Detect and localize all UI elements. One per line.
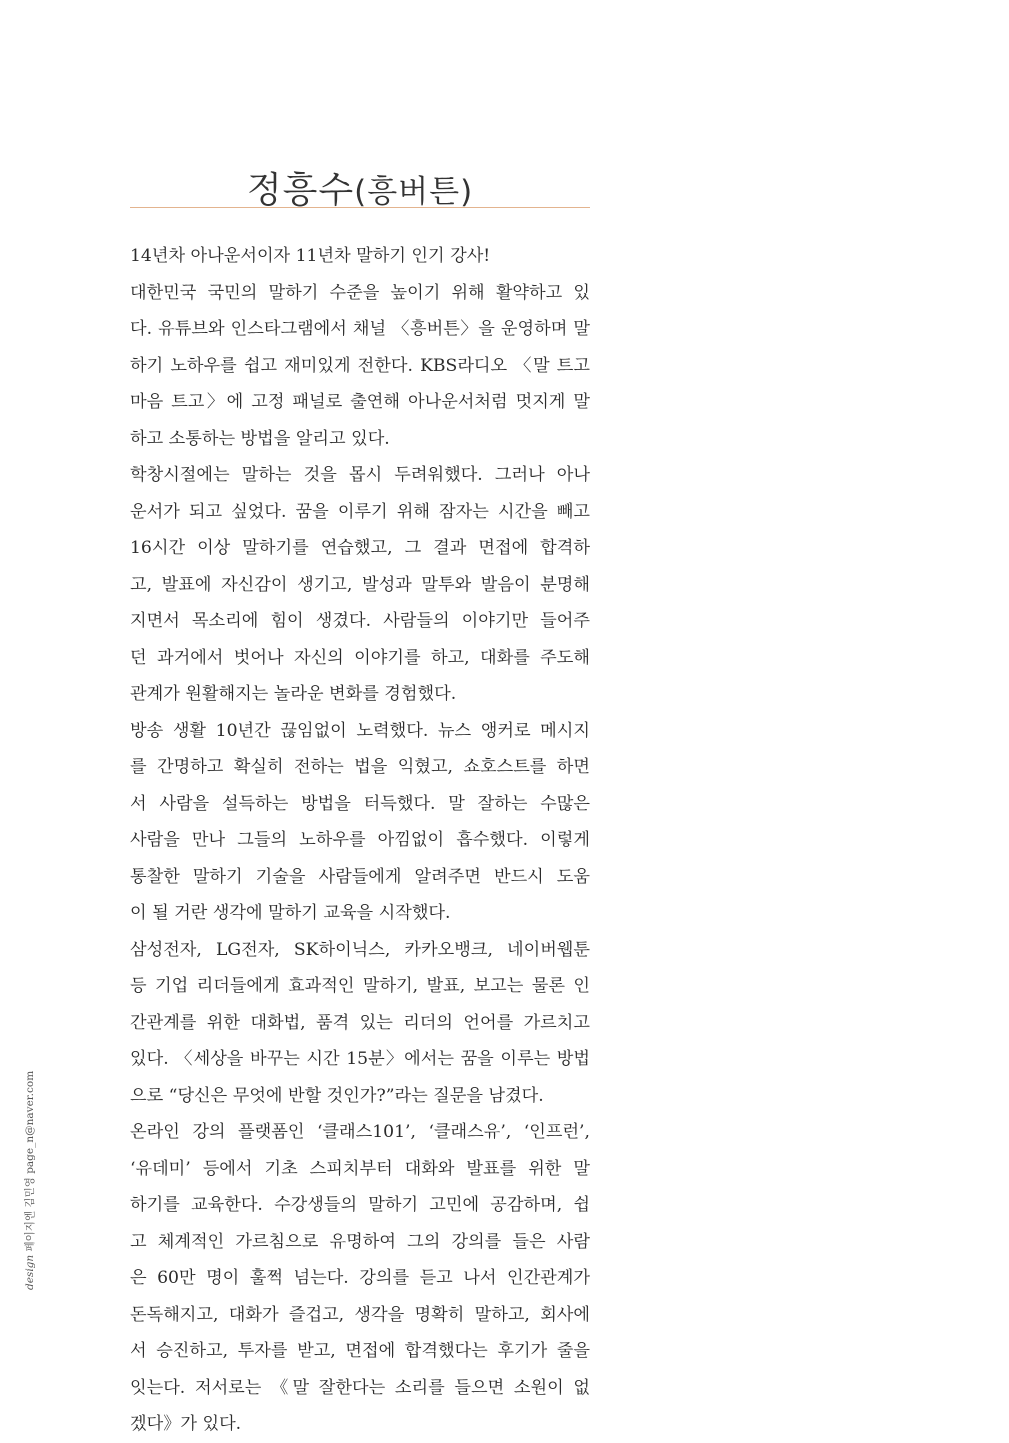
bio-line: 겠다》가 있다. <box>130 1414 242 1434</box>
title-divider <box>130 207 590 208</box>
bio-line: 마음 트고〉에 고정 패널로 출연해 아나운서처럼 멋지게 말 <box>130 392 590 412</box>
bio-line: 돈독해지고, 대화가 즐겁고, 생각을 명확히 말하고, 회사에 <box>130 1304 590 1325</box>
bio-line: 를 간명하고 확실히 전하는 법을 익혔고, 쇼호스트를 하면 <box>130 757 590 777</box>
bio-line: 방송 생활 10년간 끊임없이 노력했다. 뉴스 앵커로 메시지 <box>130 720 590 741</box>
bio-line: 온라인 강의 플랫폼인 ‘클래스101’, ‘클래스유’, ‘인프런’, <box>130 1122 590 1142</box>
bio-line: 간관계를 위한 대화법, 품격 있는 리더의 언어를 가르치고 <box>130 1012 590 1033</box>
bio-line: 하기 노하우를 쉽고 재미있게 전한다. KBS라디오 〈말 트고 <box>130 355 590 376</box>
bio-line: 서 사람을 설득하는 방법을 터득했다. 말 잘하는 수많은 <box>130 793 590 814</box>
bio-line: 던 과거에서 벗어나 자신의 이야기를 하고, 대화를 주도해 <box>130 647 590 668</box>
page-title <box>130 162 590 213</box>
design-credit-text: 페이지엔 김민영 page_n@naver.com <box>24 1070 36 1252</box>
design-credit <box>22 1040 38 1290</box>
bio-paragraph <box>130 713 590 932</box>
bio-line: 사람을 만나 그들의 노하우를 아낌없이 흡수했다. 이렇게 <box>130 830 590 850</box>
bio-line: 등 기업 리더들에게 효과적인 말하기, 발표, 보고는 물론 인 <box>130 976 590 996</box>
bio-line: 있다. 〈세상을 바꾸는 시간 15분〉에서는 꿈을 이루는 방법 <box>130 1049 590 1069</box>
bio-paragraph <box>130 238 590 275</box>
bio-line: 다. 유튜브와 인스타그램에서 채널 〈흥버튼〉을 운영하며 말 <box>130 319 590 339</box>
bio-paragraph <box>130 932 590 1115</box>
bio-line: 이 될 거란 생각에 말하기 교육을 시작했다. <box>130 903 451 923</box>
design-credit-label: design <box>24 1254 36 1290</box>
bio-line: 하기를 교육한다. 수강생들의 말하기 고민에 공감하며, 쉽 <box>130 1195 590 1215</box>
bio-line: ‘유데미’ 등에서 기초 스피치부터 대화와 발표를 위한 말 <box>130 1158 590 1179</box>
bio-line: 고 체계적인 가르침으로 유명하여 그의 강의를 들은 사람 <box>130 1231 590 1252</box>
bio-line: 16시간 이상 말하기를 연습했고, 그 결과 면접에 합격하 <box>130 538 590 558</box>
bio-line: 지면서 목소리에 힘이 생겼다. 사람들의 이야기만 들어주 <box>130 611 590 631</box>
bio-line: 잇는다. 저서로는 《말 잘한다는 소리를 들으면 소원이 없 <box>130 1377 590 1398</box>
bio-line: 서 승진하고, 투자를 받고, 면접에 합격했다는 후기가 줄을 <box>130 1341 590 1361</box>
bio-paragraph <box>130 457 590 713</box>
bio-line: 하고 소통하는 방법을 알리고 있다. <box>130 428 390 449</box>
bio-paragraph <box>130 1114 590 1443</box>
bio-line: 학창시절에는 말하는 것을 몹시 두려워했다. 그러나 아나 <box>130 465 590 485</box>
author-name: 정흥수 <box>246 170 355 212</box>
bio-line: 은 60만 명이 훌쩍 넘는다. 강의를 듣고 나서 인간관계가 <box>130 1268 590 1288</box>
author-alias: (흥버튼) <box>354 174 474 211</box>
bio-line: 운서가 되고 싶었다. 꿈을 이루기 위해 잠자는 시간을 빼고 <box>130 501 590 522</box>
bio-line: 삼성전자, LG전자, SK하이닉스, 카카오뱅크, 네이버웹툰 <box>130 939 590 960</box>
bio-paragraph <box>130 275 590 458</box>
bio-line: 으로 “당신은 무엇에 반할 것인가?”라는 질문을 남겼다. <box>130 1085 544 1106</box>
bio-line: 관계가 원활해지는 놀라운 변화를 경험했다. <box>130 684 457 704</box>
bio-line: 14년차 아나운서이자 11년차 말하기 인기 강사! <box>130 246 491 266</box>
bio-line: 고, 발표에 자신감이 생기고, 발성과 말투와 발음이 분명해 <box>130 574 590 595</box>
bio-line: 대한민국 국민의 말하기 수준을 높이기 위해 활약하고 있 <box>130 282 590 303</box>
bio-line: 통찰한 말하기 기술을 사람들에게 알려주면 반드시 도움 <box>130 866 590 887</box>
bio-body <box>130 238 590 1443</box>
